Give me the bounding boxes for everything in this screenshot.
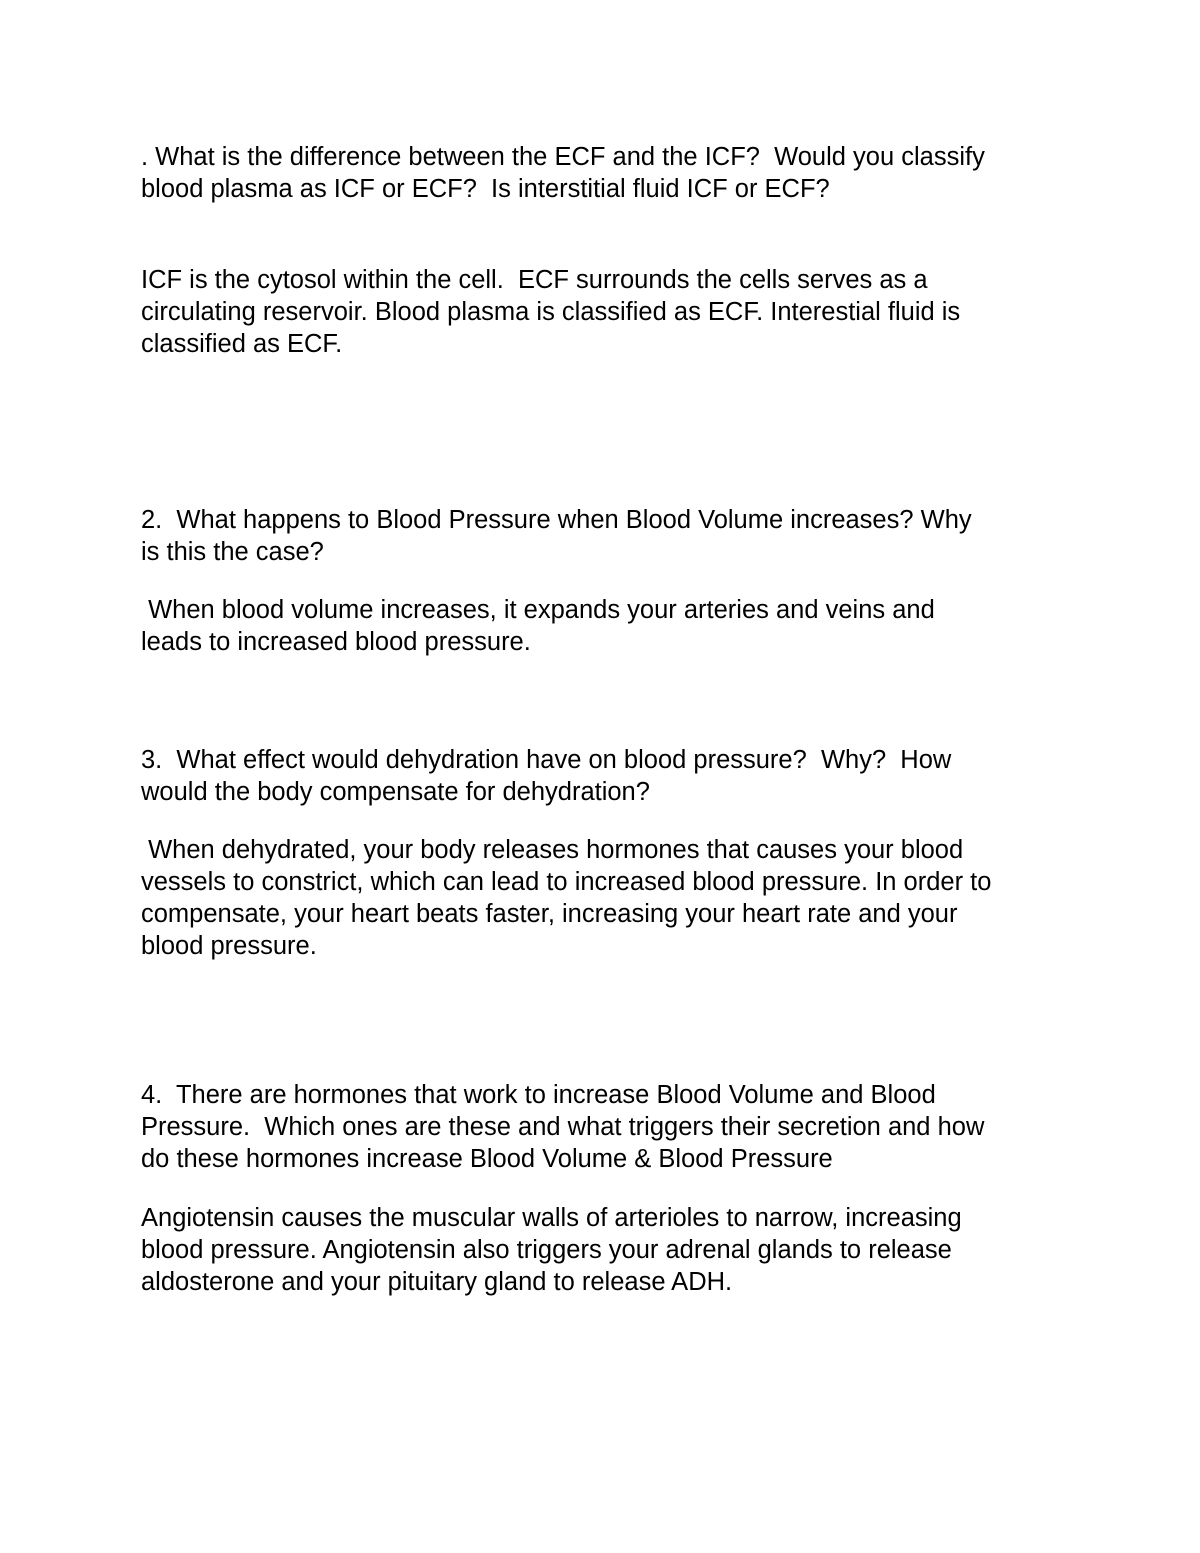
- q4-question-line-2: Pressure. Which ones are these and what triggers their secretion and how: [141, 1113, 985, 1141]
- q4-question-line-3: do these hormones increase Blood Volume & Blood Pressure: [141, 1145, 833, 1173]
- q1-question-line-2: blood plasma as ICF or ECF? Is interstitial fluid ICF or ECF?: [141, 175, 830, 203]
- q4-question-line-1: 4. There are hormones that work to increase Blood Volume and Blood: [141, 1081, 936, 1109]
- q3-answer-line-3: compensate, your heart beats faster, increasing your heart rate and your: [141, 900, 958, 928]
- q4-answer-line-3: aldosterone and your pituitary gland to release ADH.: [141, 1268, 733, 1296]
- q4-answer-line-1: Angiotensin causes the muscular walls of arterioles to narrow, increasing: [141, 1204, 962, 1232]
- q1-answer-line-1: ICF is the cytosol within the cell. ECF surrounds the cells serves as a: [141, 266, 928, 294]
- q3-answer-line-4: blood pressure.: [141, 932, 317, 960]
- q3-question-line-2: would the body compensate for dehydration?: [141, 778, 650, 806]
- q1-answer-line-3: classified as ECF.: [141, 330, 343, 358]
- q2-answer-line-2: leads to increased blood pressure.: [141, 628, 531, 656]
- q2-answer-line-1: When blood volume increases, it expands your arteries and veins and: [141, 596, 935, 624]
- q3-question-line-1: 3. What effect would dehydration have on blood pressure? Why? How: [141, 746, 952, 774]
- q1-question-line-1: . What is the difference between the ECF and the ICF? Would you classify: [141, 143, 985, 171]
- q1-answer-line-2: circulating reservoir. Blood plasma is classified as ECF. Interestial fluid is: [141, 298, 961, 326]
- q3-answer-line-2: vessels to constrict, which can lead to increased blood pressure. In order to: [141, 868, 992, 896]
- q2-question-line-1: 2. What happens to Blood Pressure when Blood Volume increases? Why: [141, 506, 972, 534]
- q2-question-line-2: is this the case?: [141, 538, 324, 566]
- q4-answer-line-2: blood pressure. Angiotensin also triggers your adrenal glands to release: [141, 1236, 952, 1264]
- q3-answer-line-1: When dehydrated, your body releases hormones that causes your blood: [141, 836, 964, 864]
